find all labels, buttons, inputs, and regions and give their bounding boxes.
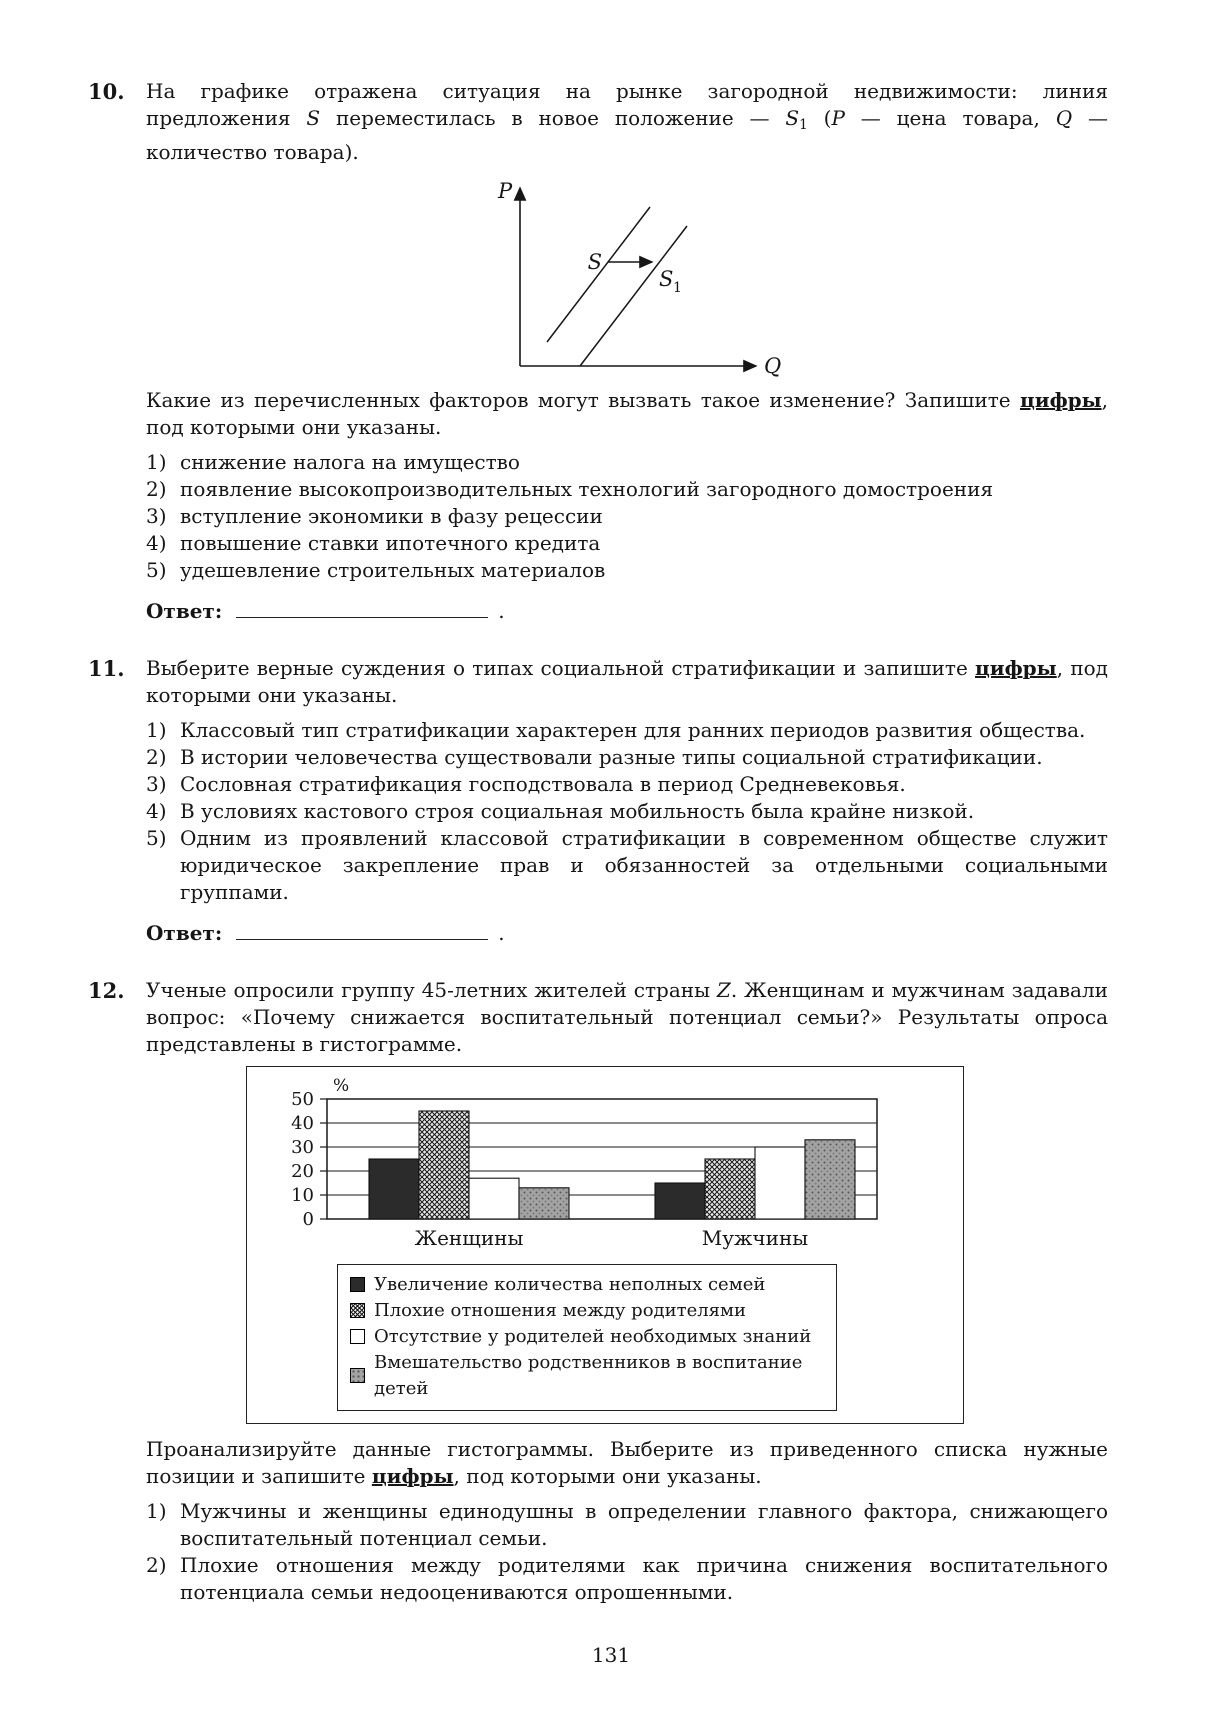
question-12-intro: Ученые опросили группу 45-летних жителей страны Z. Женщинам и мужчинам задавали вопрос: «Почему снижается воспитательный потенциал семьи?» Результаты опроса представлены в гистограмме. xyxy=(146,977,1108,1056)
legend-swatch-hatch-icon xyxy=(350,1303,365,1318)
option-text: появление высокопроизводительных технологий загородного домостроения xyxy=(180,476,994,501)
option-number: 4) xyxy=(146,798,167,823)
option-number: 2) xyxy=(146,1552,167,1577)
question-10-number: 10. xyxy=(88,79,125,104)
supply-shift-graph xyxy=(146,174,1108,379)
question-10-intro: На графике отражена ситуация на рынке загородной недвижимости: линия предложения S переместилась в новое положение — S1 (P — цена товара, Q — количество товара). xyxy=(146,79,1108,164)
question-12-prompt: Проанализируйте данные гистограммы. Выберите из приведенного списка нужные позиции и запишите цифры, под которыми они указаны. xyxy=(146,1436,1108,1488)
option-row xyxy=(146,1498,1108,1552)
category-label: Мужчины xyxy=(701,1225,809,1250)
option-text: Одним из проявлений классовой стратификации в современном обществе служит юридическое закрепление прав и обязанностей за отдельными социальными группами. xyxy=(180,825,1108,904)
answer-label: Ответ: xyxy=(146,920,223,945)
bar xyxy=(369,1159,419,1219)
question-10-options xyxy=(146,449,1108,584)
answer-blank xyxy=(236,924,488,940)
supply-line-s1 xyxy=(580,226,687,366)
bar xyxy=(519,1188,569,1219)
answer-blank xyxy=(236,602,488,618)
histogram-box xyxy=(246,1066,964,1424)
legend-swatch-dots-icon xyxy=(350,1368,365,1383)
question-11 xyxy=(88,655,1108,947)
legend-item xyxy=(350,1324,824,1350)
answer-period: . xyxy=(498,920,505,945)
bar xyxy=(705,1159,755,1219)
option-text: удешевление строительных материалов xyxy=(180,557,606,582)
quantity-axis-label: Q xyxy=(764,353,782,378)
option-row xyxy=(146,744,1108,771)
question-12 xyxy=(88,977,1108,1612)
question-11-intro: Выберите верные суждения о типах социальной стратификации и запишите цифры, под которыми они указаны. xyxy=(146,655,1108,707)
supply-line-label-s: S xyxy=(587,249,602,274)
option-text: В условиях кастового строя социальная мобильность была крайне низкой. xyxy=(180,798,975,823)
option-number: 1) xyxy=(146,449,167,474)
page-number: 131 xyxy=(591,1642,631,1667)
option-number: 4) xyxy=(146,530,167,555)
option-number: 1) xyxy=(146,717,167,742)
option-row xyxy=(146,1552,1108,1606)
option-number: 5) xyxy=(146,825,167,850)
question-12-options xyxy=(146,1498,1108,1606)
legend-label: Плохие отношения между родителями xyxy=(374,1299,747,1321)
option-number: 3) xyxy=(146,503,167,528)
y-tick-label: 40 xyxy=(291,1112,314,1134)
question-11-options xyxy=(146,717,1108,906)
legend-item xyxy=(350,1350,824,1402)
y-tick-label: 50 xyxy=(291,1088,314,1110)
histogram-svg xyxy=(247,1077,947,1253)
question-10 xyxy=(88,78,1108,625)
bar xyxy=(419,1111,469,1219)
option-text: вступление экономики в фазу рецессии xyxy=(180,503,603,528)
price-axis-label: P xyxy=(498,178,513,203)
supply-line-label-s1-sub: 1 xyxy=(673,279,682,296)
option-number: 5) xyxy=(146,557,167,582)
option-row xyxy=(146,530,1108,557)
question-11-answer xyxy=(146,920,1108,947)
option-text: В истории человечества существовали разные типы социальной стратификации. xyxy=(180,744,1043,769)
legend-label: Отсутствие у родителей необходимых знаний xyxy=(374,1325,812,1347)
option-row xyxy=(146,503,1108,530)
option-number: 2) xyxy=(146,744,167,769)
question-10-answer xyxy=(146,598,1108,625)
option-number: 1) xyxy=(146,1498,167,1523)
option-row xyxy=(146,557,1108,584)
legend-swatch-solid-icon xyxy=(350,1277,365,1292)
option-row xyxy=(146,798,1108,825)
option-text: Сословная стратификация господствовала в период Средневековья. xyxy=(180,771,906,796)
option-number: 3) xyxy=(146,771,167,796)
category-label: Женщины xyxy=(414,1225,524,1250)
option-row xyxy=(146,717,1108,744)
option-text: Классовый тип стратификации характерен для ранних периодов развития общества. xyxy=(180,717,1086,742)
question-11-number: 11. xyxy=(88,655,125,681)
bar xyxy=(469,1178,519,1219)
option-number: 2) xyxy=(146,476,167,501)
legend-item xyxy=(350,1272,824,1298)
question-12-number: 12. xyxy=(88,977,125,1003)
option-text: снижение налога на имущество xyxy=(180,449,520,474)
answer-period: . xyxy=(498,598,505,623)
legend-label: Увеличение количества неполных семей xyxy=(374,1273,766,1295)
supply-shift-graph-svg xyxy=(472,174,782,379)
y-tick-label: 0 xyxy=(302,1208,314,1230)
chart-legend xyxy=(337,1264,837,1411)
bar xyxy=(755,1147,805,1219)
bar xyxy=(805,1140,855,1219)
legend-label: Вмешательство родственников в воспитание детей xyxy=(374,1351,803,1399)
y-tick-label: 20 xyxy=(291,1160,314,1182)
option-text: повышение ставки ипотечного кредита xyxy=(180,530,601,555)
option-row xyxy=(146,771,1108,798)
legend-item xyxy=(350,1298,824,1324)
option-row xyxy=(146,825,1108,906)
supply-line-label-s1: S xyxy=(659,266,674,291)
legend-swatch-white-icon xyxy=(350,1329,365,1344)
question-10-prompt: Какие из перечисленных факторов могут вызвать такое изменение? Запишите цифры, под которыми они указаны. xyxy=(146,387,1108,439)
option-row xyxy=(146,449,1108,476)
option-row xyxy=(146,476,1108,503)
y-tick-label: 30 xyxy=(291,1136,314,1158)
y-axis-unit-label: % xyxy=(333,1076,350,1096)
option-text: Мужчины и женщины единодушны в определении главного фактора, снижающего воспитательный потенциал семьи. xyxy=(180,1498,1108,1550)
bar xyxy=(655,1183,705,1219)
supply-line-s xyxy=(547,207,650,342)
y-tick-label: 10 xyxy=(291,1184,314,1206)
option-text: Плохие отношения между родителями как причина снижения воспитательного потенциала семьи недооцениваются опрошенными. xyxy=(180,1552,1108,1604)
answer-label: Ответ: xyxy=(146,598,223,623)
